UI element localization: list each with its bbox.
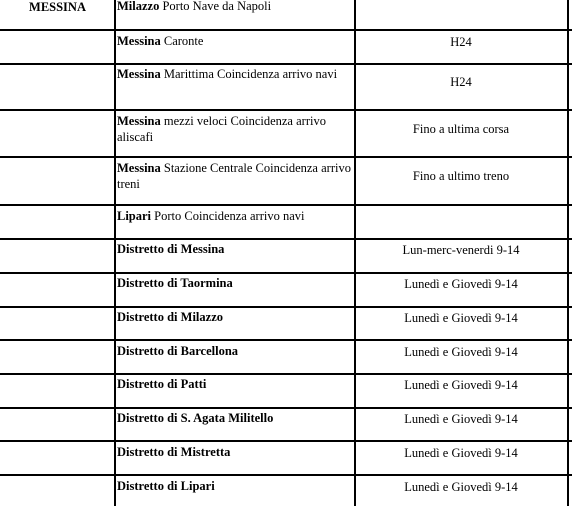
row-divider [0, 238, 572, 240]
location-name: Distretto di Lipari [117, 479, 215, 493]
location-detail: Stazione Centrale Coincidenza arrivo treni [117, 161, 351, 191]
hours-cell: Fino a ultima corsa [412, 122, 510, 136]
location-name: Messina [117, 114, 161, 128]
location-name: Messina [117, 67, 161, 81]
location-cell [117, 444, 353, 460]
location-cell [117, 33, 353, 49]
row-divider [0, 407, 572, 409]
hours-cell: Lunedì e Giovedì 9-14 [404, 277, 518, 291]
hours-cell: H24 [450, 75, 472, 89]
location-cell [117, 208, 353, 224]
location-detail: Caronte [160, 34, 204, 48]
location-name: Distretto di S. Agata Militello [117, 411, 274, 425]
location-cell [117, 66, 353, 82]
province-label: MESSINA [29, 0, 86, 14]
location-cell [117, 241, 353, 257]
location-cell [117, 309, 353, 325]
location-name: Distretto di Milazzo [117, 310, 223, 324]
location-cell [117, 410, 353, 426]
location-cell [117, 478, 353, 494]
location-name: Lipari [117, 209, 152, 223]
location-cell [117, 343, 353, 359]
location-detail: Marittima Coincidenza arrivo navi [160, 67, 338, 81]
row-divider [0, 272, 572, 274]
row-divider [0, 440, 572, 442]
row-divider [0, 156, 572, 158]
location-cell [117, 113, 353, 145]
hours-cell: Lunedì e Giovedì 9-14 [404, 412, 518, 426]
hours-cell: Lunedì e Giovedì 9-14 [404, 378, 518, 392]
hours-cell: Lunedì e Giovedì 9-14 [404, 446, 518, 460]
location-name: Distretto di Mistretta [117, 445, 231, 459]
row-divider [0, 474, 572, 476]
hours-cell: Lunedì e Giovedì 9-14 [404, 480, 518, 494]
row-divider [0, 109, 572, 111]
location-detail: mezzi veloci Coincidenza arrivo aliscafi [117, 114, 326, 144]
hours-cell: Lun-merc-venerdi 9-14 [402, 243, 520, 257]
row-divider [0, 63, 572, 65]
location-name: Milazzo [117, 0, 160, 13]
location-cell [117, 0, 353, 14]
location-cell [117, 160, 353, 192]
location-name: Distretto di Taormina [117, 276, 233, 290]
row-divider [0, 373, 572, 375]
hours-cell: Fino a ultimo treno [412, 169, 510, 183]
location-detail: Porto Coincidenza arrivo navi [151, 209, 305, 223]
location-name: Distretto di Barcellona [117, 344, 239, 358]
location-detail: Porto Nave da Napoli [159, 0, 272, 13]
location-name: Distretto di Patti [117, 377, 207, 391]
column-divider [114, 0, 116, 506]
row-divider [0, 204, 572, 206]
hours-cell: H24 [450, 35, 472, 49]
location-cell [117, 376, 353, 392]
location-name: Messina [117, 161, 161, 175]
hours-cell: Lunedì e Giovedì 9-14 [404, 345, 518, 359]
location-cell [117, 275, 353, 291]
location-name: Distretto di Messina [117, 242, 225, 256]
row-divider [0, 339, 572, 341]
row-divider [0, 306, 572, 308]
location-name: Messina [117, 34, 161, 48]
column-divider [567, 0, 569, 506]
hours-cell: Lunedì e Giovedì 9-14 [404, 311, 518, 325]
row-divider [0, 29, 572, 31]
